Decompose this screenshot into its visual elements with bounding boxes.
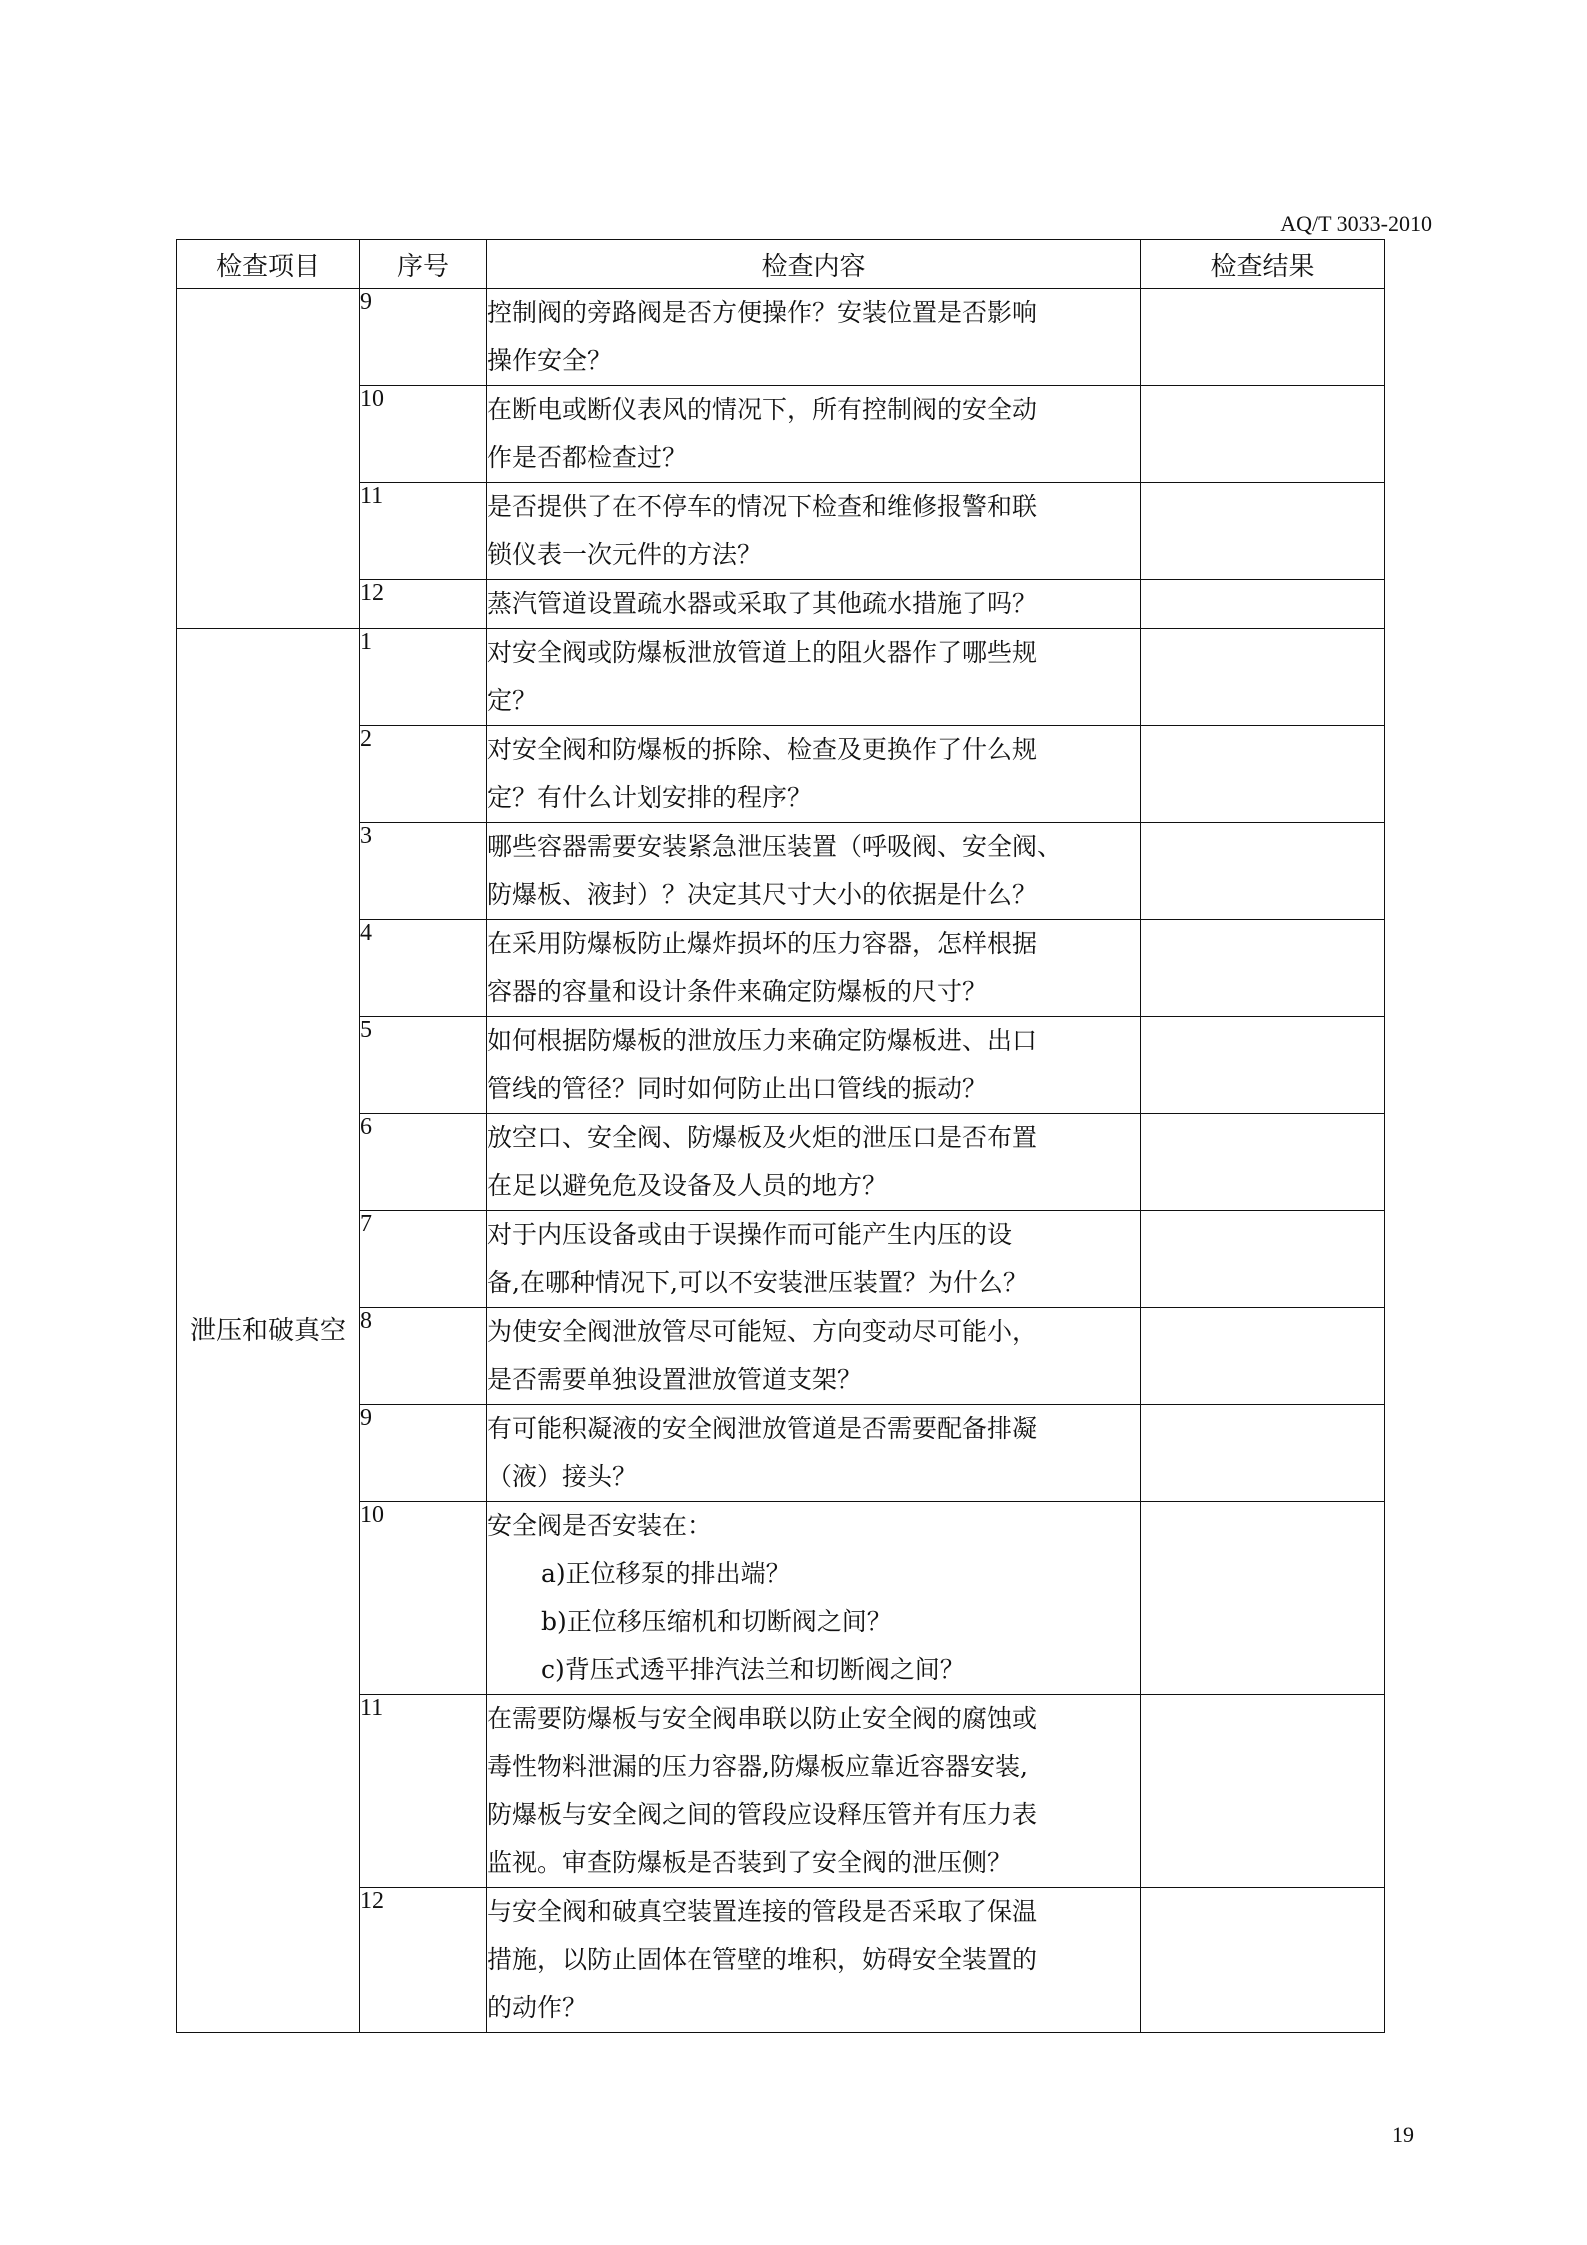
seq-no-cell: 1 — [360, 629, 487, 726]
check-result-cell[interactable] — [1141, 920, 1385, 1017]
seq-no-cell: 6 — [360, 1114, 487, 1211]
seq-no-cell: 4 — [360, 920, 487, 1017]
content-line: 在足以避免危及设备及人员的地方？ — [487, 1171, 888, 1200]
content-line: 的动作？ — [487, 1993, 588, 2022]
content-line: 是否提供了在不停车的情况下检查和维修报警和联 — [487, 492, 1038, 521]
check-content-cell — [487, 580, 1141, 629]
content-line: 对安全阀和防爆板的拆除、检查及更换作了什么规 — [487, 735, 1038, 764]
content-line: 在需要防爆板与安全阀串联以防止安全阀的腐蚀或 — [487, 1704, 1038, 1733]
check-content-cell — [487, 1405, 1141, 1502]
content-line: 容器的容量和设计条件来确定防爆板的尺寸？ — [487, 977, 988, 1006]
seq-no-cell: 11 — [360, 483, 487, 580]
content-line: 备,在哪种情况下,可以不安装泄压装置？为什么？ — [487, 1268, 1028, 1297]
check-result-cell[interactable] — [1141, 1308, 1385, 1405]
content-line: 在断电或断仪表风的情况下，所有控制阀的安全动 — [487, 395, 1038, 424]
header-check-content: 检查内容 — [487, 240, 1141, 289]
seq-no-cell: 12 — [360, 580, 487, 629]
content-line: 作是否都检查过？ — [487, 443, 688, 472]
header-check-item: 检查项目 — [177, 240, 360, 289]
content-line: （液）接头？ — [487, 1462, 638, 1491]
content-line: 防爆板、液封）？决定其尺寸大小的依据是什么？ — [487, 880, 1038, 909]
header-check-result: 检查结果 — [1141, 240, 1385, 289]
content-line: 对安全阀或防爆板泄放管道上的阻火器作了哪些规 — [487, 638, 1038, 667]
content-line: 哪些容器需要安装紧急泄压装置（呼吸阀、安全阀、 — [487, 832, 1063, 861]
content-sub-item: c)背压式透平排汽法兰和切断阀之间？ — [541, 1655, 965, 1684]
check-content-cell — [487, 1695, 1141, 1888]
check-content-cell — [487, 1114, 1141, 1211]
seq-no-cell: 7 — [360, 1211, 487, 1308]
check-result-cell[interactable] — [1141, 483, 1385, 580]
content-line: 措施，以防止固体在管壁的堆积，妨碍安全装置的 — [487, 1945, 1038, 1974]
check-content-cell — [487, 920, 1141, 1017]
check-content-cell — [487, 483, 1141, 580]
content-line: 蒸汽管道设置疏水器或采取了其他疏水措施了吗？ — [487, 589, 1038, 618]
check-result-cell[interactable] — [1141, 726, 1385, 823]
seq-no-cell: 12 — [360, 1888, 487, 2033]
check-content-cell — [487, 726, 1141, 823]
check-result-cell[interactable] — [1141, 1114, 1385, 1211]
check-content-cell — [487, 1017, 1141, 1114]
seq-no-cell: 10 — [360, 1502, 487, 1695]
content-line: 安全阀是否安装在： — [487, 1511, 713, 1540]
seq-no-cell: 9 — [360, 1405, 487, 1502]
content-sub-item: a)正位移泵的排出端？ — [541, 1559, 791, 1588]
check-item-group — [177, 289, 360, 629]
check-result-cell[interactable] — [1141, 629, 1385, 726]
check-content-cell — [487, 289, 1141, 386]
content-line: 与安全阀和破真空装置连接的管段是否采取了保温 — [487, 1897, 1038, 1926]
content-line: 防爆板与安全阀之间的管段应设释压管并有压力表 — [487, 1800, 1038, 1829]
check-result-cell[interactable] — [1141, 823, 1385, 920]
check-result-cell[interactable] — [1141, 580, 1385, 629]
check-content-cell — [487, 629, 1141, 726]
check-content-cell — [487, 386, 1141, 483]
check-result-cell[interactable] — [1141, 386, 1385, 483]
check-result-cell[interactable] — [1141, 289, 1385, 386]
content-line: 为使安全阀泄放管尽可能短、方向变动尽可能小， — [487, 1317, 1038, 1346]
seq-no-cell: 2 — [360, 726, 487, 823]
check-result-cell[interactable] — [1141, 1211, 1385, 1308]
check-result-cell[interactable] — [1141, 1017, 1385, 1114]
seq-no-cell: 8 — [360, 1308, 487, 1405]
check-result-cell[interactable] — [1141, 1405, 1385, 1502]
check-result-cell[interactable] — [1141, 1695, 1385, 1888]
seq-no-cell: 11 — [360, 1695, 487, 1888]
content-line: 毒性物料泄漏的压力容器,防爆板应靠近容器安装, — [487, 1752, 1028, 1781]
check-result-cell[interactable] — [1141, 1888, 1385, 2033]
page-number: 19 — [1392, 2122, 1414, 2147]
header-seq-no: 序号 — [360, 240, 487, 289]
content-line: 放空口、安全阀、防爆板及火炬的泄压口是否布置 — [487, 1123, 1038, 1152]
check-content-cell — [487, 1308, 1141, 1405]
seq-no-cell: 9 — [360, 289, 487, 386]
seq-no-cell: 5 — [360, 1017, 487, 1114]
check-content-cell — [487, 1888, 1141, 2033]
check-content-cell — [487, 1211, 1141, 1308]
content-line: 管线的管径？同时如何防止出口管线的振动？ — [487, 1074, 988, 1103]
content-line: 定？有什么计划安排的程序？ — [487, 783, 813, 812]
check-content-cell — [487, 823, 1141, 920]
content-line: 有可能积凝液的安全阀泄放管道是否需要配备排凝 — [487, 1414, 1038, 1443]
table-row — [177, 289, 1385, 386]
content-sub-item: b)正位移压缩机和切断阀之间？ — [541, 1607, 892, 1636]
check-result-cell[interactable] — [1141, 1502, 1385, 1695]
seq-no-cell: 10 — [360, 386, 487, 483]
content-line: 监视。审查防爆板是否装到了安全阀的泄压侧？ — [487, 1848, 1013, 1877]
content-line: 控制阀的旁路阀是否方便操作？安装位置是否影响 — [487, 298, 1038, 327]
seq-no-cell: 3 — [360, 823, 487, 920]
content-line: 操作安全？ — [487, 346, 613, 375]
checklist-table — [176, 239, 1385, 2033]
check-content-cell — [487, 1502, 1141, 1695]
table-row — [177, 629, 1385, 726]
content-line: 在采用防爆板防止爆炸损坏的压力容器，怎样根据 — [487, 929, 1038, 958]
standard-code: AQ/T 3033-2010 — [1280, 211, 1432, 236]
content-line: 定？ — [487, 686, 538, 715]
content-line: 如何根据防爆板的泄放压力来确定防爆板进、出口 — [487, 1026, 1038, 1055]
content-line: 锁仪表一次元件的方法？ — [487, 540, 763, 569]
content-line: 是否需要单独设置泄放管道支架？ — [487, 1365, 863, 1394]
check-item-group: 泄压和破真空 — [177, 629, 360, 2033]
table-header-row — [177, 240, 1385, 289]
content-line: 对于内压设备或由于误操作而可能产生内压的设 — [487, 1220, 1013, 1249]
